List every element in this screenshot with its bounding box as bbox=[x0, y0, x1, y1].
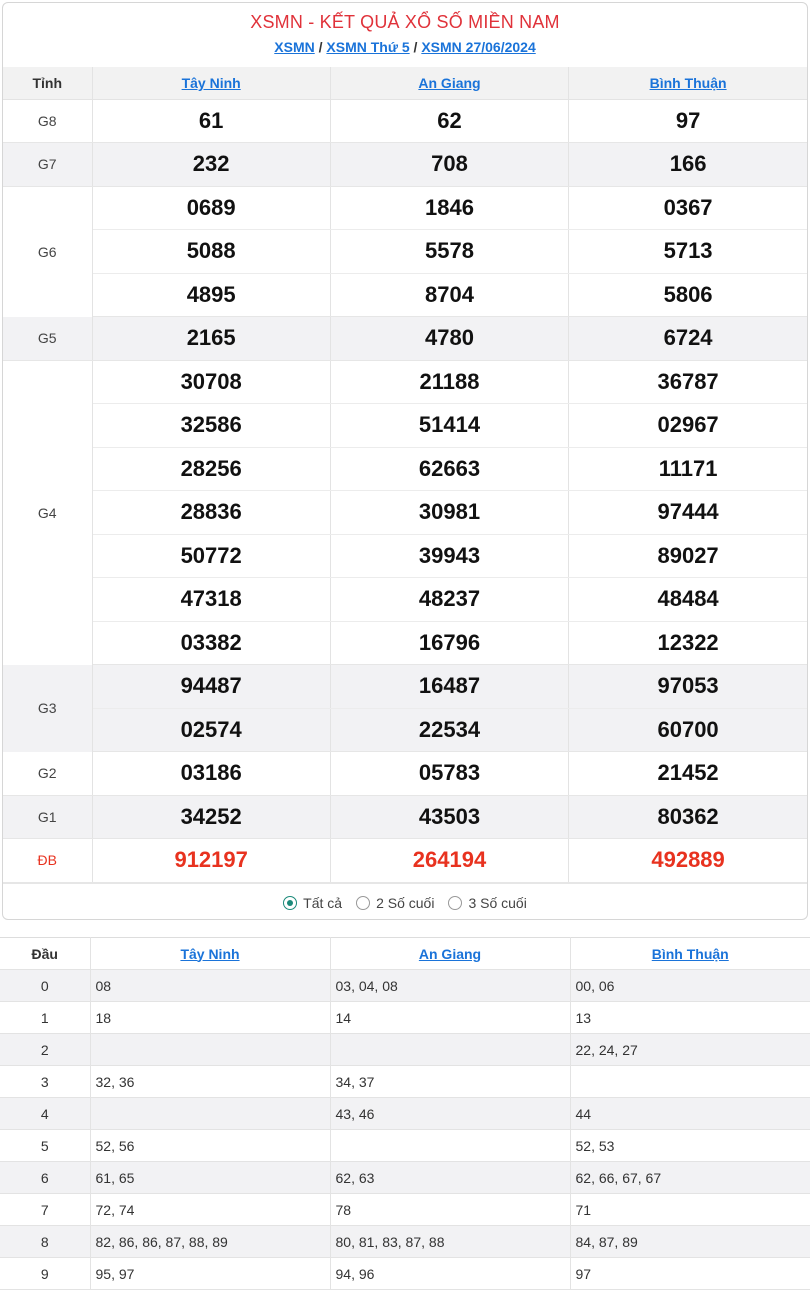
results-body bbox=[3, 99, 807, 882]
prize-number: 03382 bbox=[92, 621, 330, 665]
loto-values: 84, 87, 89 bbox=[570, 1226, 810, 1258]
prize-number: 4780 bbox=[330, 317, 568, 361]
province-link[interactable]: Bình Thuận bbox=[649, 74, 727, 91]
loto-body bbox=[0, 970, 810, 1290]
province-column-header bbox=[330, 67, 568, 99]
prize-number: 61 bbox=[92, 99, 330, 143]
breadcrumb-separator: / bbox=[318, 39, 323, 55]
loto-values: 03, 04, 08 bbox=[330, 970, 570, 1002]
loto-row bbox=[0, 1034, 810, 1066]
loto-head-digit: 1 bbox=[0, 1002, 90, 1034]
province-column-header bbox=[92, 67, 330, 99]
prize-number: 708 bbox=[330, 143, 568, 187]
filter-option-label: 3 Số cuối bbox=[468, 895, 527, 911]
loto-values: 14 bbox=[330, 1002, 570, 1034]
prize-number: 12322 bbox=[569, 621, 807, 665]
prize-number: 21188 bbox=[330, 360, 568, 404]
prize-row bbox=[3, 752, 807, 796]
prize-label: G4 bbox=[3, 360, 92, 665]
breadcrumb-xsmn-thu5-link[interactable]: XSMN Thứ 5 bbox=[326, 39, 410, 55]
prize-label: ĐB bbox=[3, 839, 92, 883]
prize-number: 47318 bbox=[92, 578, 330, 622]
prize-number: 32586 bbox=[92, 404, 330, 448]
prize-number: 8704 bbox=[330, 273, 568, 317]
loto-row bbox=[0, 1002, 810, 1034]
loto-head-digit: 0 bbox=[0, 970, 90, 1002]
results-card bbox=[2, 2, 808, 920]
prize-number: 5806 bbox=[569, 273, 807, 317]
prize-row bbox=[3, 447, 807, 491]
prize-row bbox=[3, 317, 807, 361]
loto-row bbox=[0, 1066, 810, 1098]
loto-values: 00, 06 bbox=[570, 970, 810, 1002]
loto-values bbox=[90, 1034, 330, 1066]
page-title: XSMN - KẾT QUẢ XỔ SỐ MIỀN NAM bbox=[250, 12, 560, 32]
prize-row bbox=[3, 534, 807, 578]
loto-values: 13 bbox=[570, 1002, 810, 1034]
loto-row bbox=[0, 1162, 810, 1194]
prize-number: 60700 bbox=[569, 708, 807, 752]
prize-number: 34252 bbox=[92, 795, 330, 839]
prize-number: 48237 bbox=[330, 578, 568, 622]
prize-row bbox=[3, 839, 807, 883]
prize-label: G7 bbox=[3, 143, 92, 187]
prize-number: 97444 bbox=[569, 491, 807, 535]
province-column-header bbox=[569, 67, 807, 99]
prize-column-header: Tỉnh bbox=[3, 67, 92, 99]
prize-number: 97053 bbox=[569, 665, 807, 709]
loto-values: 61, 65 bbox=[90, 1162, 330, 1194]
prize-number: 28836 bbox=[92, 491, 330, 535]
prize-row bbox=[3, 708, 807, 752]
prize-number: 16796 bbox=[330, 621, 568, 665]
loto-values bbox=[330, 1034, 570, 1066]
loto-values: 80, 81, 83, 87, 88 bbox=[330, 1226, 570, 1258]
filter-option-label: Tất cả bbox=[303, 895, 343, 911]
prize-row bbox=[3, 273, 807, 317]
radio-icon[interactable] bbox=[356, 896, 370, 910]
loto-head-digit: 4 bbox=[0, 1098, 90, 1130]
results-header-row bbox=[3, 67, 807, 99]
loto-values: 62, 66, 67, 67 bbox=[570, 1162, 810, 1194]
breadcrumb-xsmn-date-link[interactable]: XSMN 27/06/2024 bbox=[421, 39, 536, 55]
radio-selected-icon[interactable] bbox=[283, 896, 297, 910]
prize-row bbox=[3, 230, 807, 274]
prize-number: 28256 bbox=[92, 447, 330, 491]
prize-row bbox=[3, 578, 807, 622]
loto-values bbox=[330, 1130, 570, 1162]
loto-values: 18 bbox=[90, 1002, 330, 1034]
loto-values: 43, 46 bbox=[330, 1098, 570, 1130]
prize-number: 03186 bbox=[92, 752, 330, 796]
prize-label: G1 bbox=[3, 795, 92, 839]
prize-number: 39943 bbox=[330, 534, 568, 578]
loto-header-row bbox=[0, 938, 810, 970]
breadcrumb bbox=[3, 39, 807, 55]
prize-number: 50772 bbox=[92, 534, 330, 578]
loto-values: 95, 97 bbox=[90, 1258, 330, 1290]
prize-number: 30981 bbox=[330, 491, 568, 535]
results-table bbox=[3, 67, 807, 883]
prize-row bbox=[3, 665, 807, 709]
prize-number: 5578 bbox=[330, 230, 568, 274]
prize-number: 232 bbox=[92, 143, 330, 187]
prize-label: G8 bbox=[3, 99, 92, 143]
loto-head-digit: 5 bbox=[0, 1130, 90, 1162]
prize-number: 0689 bbox=[92, 186, 330, 230]
digit-filter bbox=[3, 883, 807, 921]
loto-values: 94, 96 bbox=[330, 1258, 570, 1290]
prize-number: 11171 bbox=[569, 447, 807, 491]
loto-values: 32, 36 bbox=[90, 1066, 330, 1098]
prize-row bbox=[3, 99, 807, 143]
prize-number: 21452 bbox=[569, 752, 807, 796]
prize-number: 5713 bbox=[569, 230, 807, 274]
loto-head-digit: 9 bbox=[0, 1258, 90, 1290]
filter-option-3-digits[interactable] bbox=[448, 895, 526, 911]
loto-head-digit: 8 bbox=[0, 1226, 90, 1258]
prize-row bbox=[3, 404, 807, 448]
prize-number: 166 bbox=[569, 143, 807, 187]
loto-values: 52, 53 bbox=[570, 1130, 810, 1162]
province-link[interactable]: An Giang bbox=[418, 945, 482, 962]
prize-number: 62 bbox=[330, 99, 568, 143]
prize-row bbox=[3, 186, 807, 230]
results-header bbox=[3, 3, 807, 67]
prize-number: 5088 bbox=[92, 230, 330, 274]
loto-values: 72, 74 bbox=[90, 1194, 330, 1226]
breadcrumb-separator: / bbox=[413, 39, 418, 55]
special-prize-number: 912197 bbox=[92, 839, 330, 883]
province-link[interactable]: Tây Ninh bbox=[181, 74, 241, 91]
loto-head-digit: 2 bbox=[0, 1034, 90, 1066]
loto-values: 97 bbox=[570, 1258, 810, 1290]
prize-number: 02967 bbox=[569, 404, 807, 448]
loto-values: 22, 24, 27 bbox=[570, 1034, 810, 1066]
prize-number: 16487 bbox=[330, 665, 568, 709]
loto-values bbox=[570, 1066, 810, 1098]
province-link[interactable]: Tây Ninh bbox=[180, 945, 240, 962]
loto-row bbox=[0, 1258, 810, 1290]
prize-number: 4895 bbox=[92, 273, 330, 317]
prize-number: 94487 bbox=[92, 665, 330, 709]
province-column-header bbox=[330, 938, 570, 970]
prize-row bbox=[3, 360, 807, 404]
filter-option-2-digits[interactable] bbox=[356, 895, 434, 911]
prize-number: 97 bbox=[569, 99, 807, 143]
special-prize-number: 264194 bbox=[330, 839, 568, 883]
loto-row bbox=[0, 1226, 810, 1258]
loto-values: 82, 86, 86, 87, 88, 89 bbox=[90, 1226, 330, 1258]
prize-number: 1846 bbox=[330, 186, 568, 230]
loto-head-digit: 7 bbox=[0, 1194, 90, 1226]
breadcrumb-xsmn-link[interactable]: XSMN bbox=[274, 39, 315, 55]
loto-values bbox=[90, 1098, 330, 1130]
loto-row bbox=[0, 1098, 810, 1130]
filter-option-all[interactable] bbox=[283, 895, 342, 911]
prize-label: G2 bbox=[3, 752, 92, 796]
prize-number: 36787 bbox=[569, 360, 807, 404]
prize-row bbox=[3, 491, 807, 535]
prize-row bbox=[3, 621, 807, 665]
loto-values: 78 bbox=[330, 1194, 570, 1226]
prize-number: 62663 bbox=[330, 447, 568, 491]
loto-values: 08 bbox=[90, 970, 330, 1002]
prize-label: G5 bbox=[3, 317, 92, 361]
prize-number: 89027 bbox=[569, 534, 807, 578]
prize-number: 48484 bbox=[569, 578, 807, 622]
prize-number: 30708 bbox=[92, 360, 330, 404]
loto-row bbox=[0, 1130, 810, 1162]
province-column-header bbox=[570, 938, 810, 970]
loto-values: 52, 56 bbox=[90, 1130, 330, 1162]
prize-number: 05783 bbox=[330, 752, 568, 796]
head-column-header: Đầu bbox=[0, 938, 90, 970]
loto-head-digit: 3 bbox=[0, 1066, 90, 1098]
loto-head-digit: 6 bbox=[0, 1162, 90, 1194]
prize-number: 2165 bbox=[92, 317, 330, 361]
prize-number: 6724 bbox=[569, 317, 807, 361]
prize-label: G6 bbox=[3, 186, 92, 317]
loto-row bbox=[0, 970, 810, 1002]
prize-number: 0367 bbox=[569, 186, 807, 230]
loto-values: 44 bbox=[570, 1098, 810, 1130]
prize-row bbox=[3, 795, 807, 839]
province-link[interactable]: An Giang bbox=[418, 74, 481, 91]
filter-option-label: 2 Số cuối bbox=[376, 895, 435, 911]
prize-label: G3 bbox=[3, 665, 92, 752]
prize-row bbox=[3, 143, 807, 187]
province-link[interactable]: Bình Thuận bbox=[651, 945, 729, 962]
prize-number: 51414 bbox=[330, 404, 568, 448]
loto-values: 34, 37 bbox=[330, 1066, 570, 1098]
province-column-header bbox=[90, 938, 330, 970]
radio-icon[interactable] bbox=[448, 896, 462, 910]
loto-row bbox=[0, 1194, 810, 1226]
prize-number: 43503 bbox=[330, 795, 568, 839]
loto-table bbox=[0, 937, 810, 1290]
special-prize-number: 492889 bbox=[569, 839, 807, 883]
prize-number: 02574 bbox=[92, 708, 330, 752]
prize-number: 22534 bbox=[330, 708, 568, 752]
loto-values: 71 bbox=[570, 1194, 810, 1226]
loto-values: 62, 63 bbox=[330, 1162, 570, 1194]
prize-number: 80362 bbox=[569, 795, 807, 839]
